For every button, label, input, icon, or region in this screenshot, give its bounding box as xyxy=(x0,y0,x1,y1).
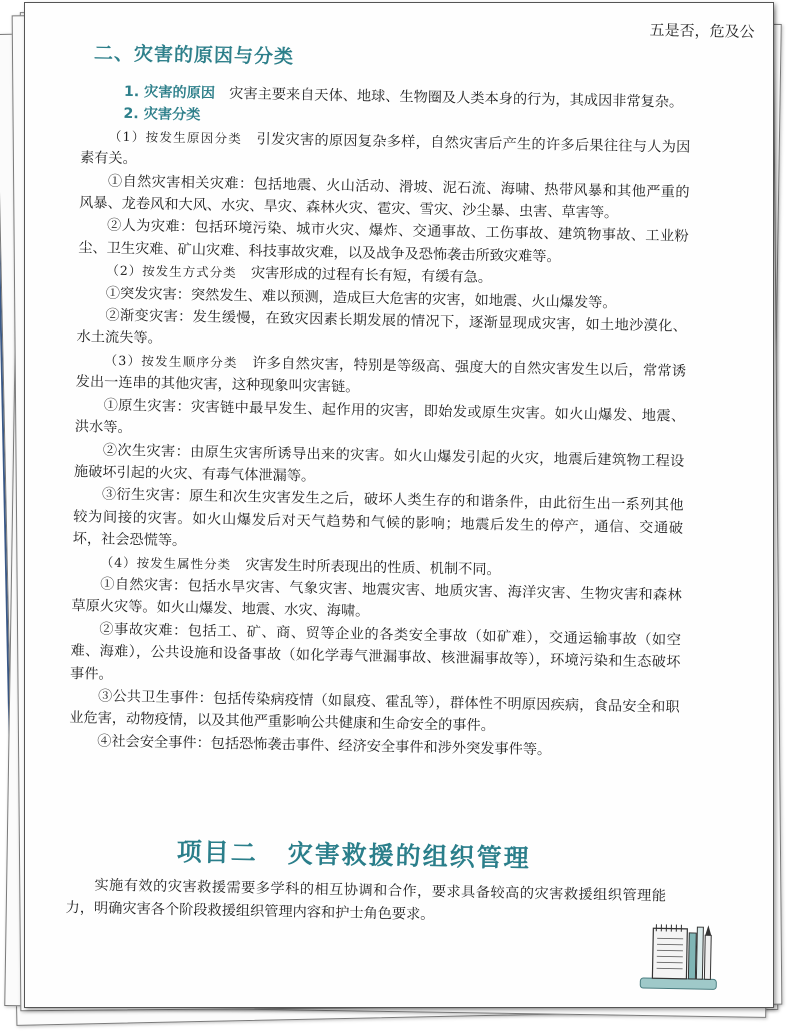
book-page xyxy=(24,2,774,1008)
project-heading xyxy=(176,832,531,875)
class-3-text: 许多自然灾害，特别是等级高、强度大的自然灾害发生以后，常常诱发出一连串的其他灾害，这种现象叫灾害链。 xyxy=(75,355,687,396)
class-4-text: 灾害发生时所表现出的性质、机制不同。 xyxy=(245,556,501,578)
notebook-icon xyxy=(638,920,719,994)
class-4-item-2: ②事故灾难：包括工、矿、商、贸等企业的各类安全事故（如矿难），交通运输事故（如空难、海难），公共设施和设备事故（如化学毒气泄漏事故、核泄漏事故等），环境污染和生态破坏事件。 xyxy=(69,621,682,683)
section-heading: 二、灾害的原因与分类 xyxy=(93,42,295,69)
cause-text: 灾害主要来自天体、地球、生物圈及人类本身的行为，其成因非常复杂。 xyxy=(229,85,684,111)
class-4-item-1: ①自然灾害：包括水旱灾害、气象灾害、地震灾害、地质灾害、海洋灾害、生物灾害和森林草原火灾等。如火山爆发、地震、水灾、海啸。 xyxy=(71,576,682,621)
page-content xyxy=(24,3,773,1008)
class-2-item-1: ①突发灾害：突然发生、难以预测，造成巨大危害的灾害，如地震、火山爆发等。 xyxy=(105,285,617,312)
class-2-item-2: ②渐变灾害：发生缓慢，在致灾因素长期发展的情况下，逐渐显现成灾害，如土地沙漠化、水土流失等。 xyxy=(76,307,688,348)
class-1-item-1: ①自然灾害相关灾难：包括地震、火山活动、滑坡、泥石流、海啸、热带风暴和其他严重的风暴、龙卷风和大风、水灾、旱灾、森林火灾、雹灾、雪灾、沙尘暴、虫害、草害等。 xyxy=(79,173,690,222)
class-1-item-2: ②人为灾难：包括环境污染、城市火灾、爆炸、交通事故、工伤事故、建筑物事故、工业粉尘、卫生灾难、矿山灾难、科技事故灾难，以及战争及恐怖袭击所致灾难等。 xyxy=(78,218,689,266)
project-title: 灾害救援的组织管理 xyxy=(287,839,531,873)
class-4-item-4: ④社会安全事件：包括恐怖袭击事件、经济安全事件和涉外突发事件等。 xyxy=(97,733,552,759)
class-3-item-1: ①原生灾害：灾害链中最早发生、起作用的灾害，即始发或原生灾害。如火山爆发、地震、洪水等。 xyxy=(74,397,686,437)
class-1-text: 引发灾害的原因复杂多样，自然灾害后产生的许多后果往往与人为因素有关。 xyxy=(79,131,691,168)
class-2-title: （2）按发生方式分类 xyxy=(106,262,237,281)
class-3-item-2: ②次生灾害：由原生灾害所诱导出来的灾害。如火山爆发引起的火灾，地震后建筑物工程设施破坏引起的火灾、有毒气体泄漏等。 xyxy=(73,442,685,485)
section-body xyxy=(69,80,692,764)
class-4-title: （4）按发生属性分类 xyxy=(100,554,232,572)
class-2-text: 灾害形成的过程有长有短，有缓有急。 xyxy=(250,265,493,287)
corner-text-fragment: 五是否，危及公 xyxy=(649,20,755,42)
class-4-item-3: ③公共卫生事件：包括传染病疫情（如鼠疫、霍乱等），群体性不明原因疾病，食品安全和职业危害，动物疫情，以及其他严重影响公共健康和生命安全的事件。 xyxy=(69,688,680,735)
subsection-class-title: 2. 灾害分类 xyxy=(123,106,201,124)
project-label: 项目二 xyxy=(176,837,259,868)
class-3-title: （3）按发生顺序分类 xyxy=(104,352,238,371)
class-3-item-3: ③衍生灾害：原生和次生灾害发生之后，破坏人类生存的和谐条件，由此衍生出一系列其他较为间接的灾害。如火山爆发后对天气趋势和气候的影响；地震后发生的停产，通信、交通破坏，社会恐慌等。 xyxy=(72,486,684,550)
project-intro-text: 实施有效的灾害救援需要多学科的相互协调和合作，要求具备较高的灾害救援组织管理能力，明确灾害各个阶段救援组织管理内容和护士角色要求。 xyxy=(65,877,667,924)
class-1-title: （1）按发生原因分类 xyxy=(108,128,243,147)
subsection-cause-title: 1. 灾害的原因 xyxy=(123,83,216,102)
project-intro xyxy=(65,874,666,932)
